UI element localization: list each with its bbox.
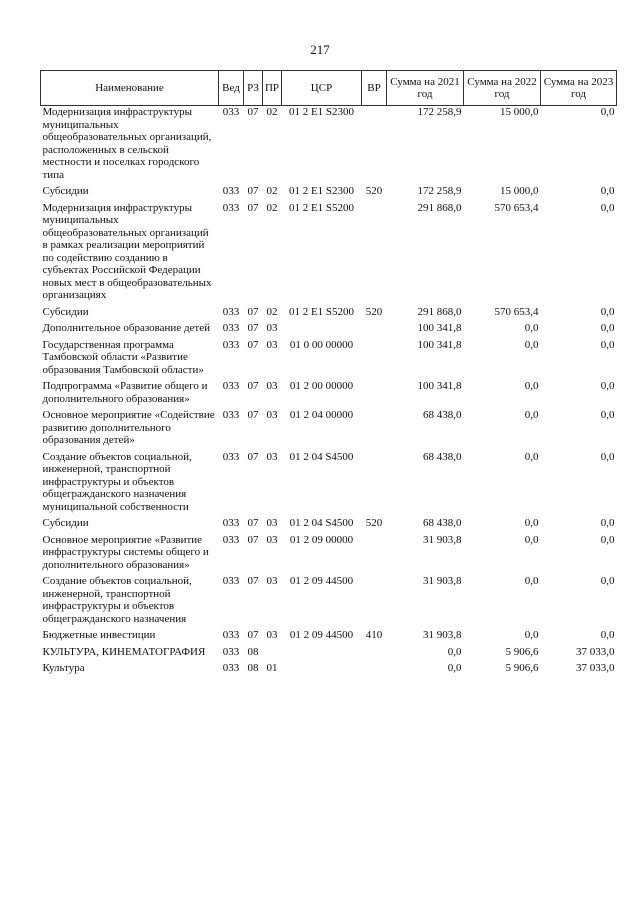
cell-vr: [362, 575, 387, 629]
cell-sum-2023: 37 033,0: [576, 645, 615, 658]
cell-vr: [362, 451, 387, 518]
cell-name: Субсидии: [42, 305, 89, 318]
cell-rz: 07: [247, 322, 259, 334]
table-row: [41, 662, 617, 679]
cell-pr: 03: [266, 517, 278, 529]
cell-vr: [362, 534, 387, 576]
cell-name: Культура: [42, 662, 85, 674]
cell-pr: 03: [266, 629, 278, 641]
cell-sum-2023: 37 033,0: [576, 662, 615, 674]
cell-vr: [362, 202, 387, 306]
cell-csr: 01 2 09 44500: [289, 575, 354, 587]
cell-name: Субсидии: [42, 185, 89, 197]
header-sum-2023: Сумма на 2023 год: [541, 71, 617, 106]
cell-vr: 520: [365, 185, 383, 197]
cell-rz: 07: [247, 450, 259, 463]
table-row: [41, 629, 617, 646]
cell-sum-2022: 5 906,6: [505, 645, 539, 658]
header-sum-2022: Сумма на 2022 год: [464, 71, 541, 106]
cell-vr: [362, 380, 387, 409]
cell-ved: 033: [222, 338, 240, 351]
header-pr: ПР: [263, 71, 282, 106]
cell-sum-2023: 0,0: [600, 517, 615, 529]
header-sum-2021: Сумма на 2021 год: [387, 71, 464, 106]
table-row: [41, 185, 617, 202]
cell-name: Основное мероприятие «Содействие развитию дополнительного образования детей»: [42, 409, 215, 446]
cell-sum-2022: 0,0: [524, 338, 539, 351]
header-csr: ЦСР: [282, 71, 362, 106]
table-row: [41, 451, 617, 518]
cell-rz: 07: [247, 338, 259, 351]
cell-csr: 01 2 E1 S2300: [288, 106, 355, 118]
cell-ved: 033: [222, 575, 240, 587]
table-row: [41, 409, 617, 451]
cell-sum-2022: 15 000,0: [500, 106, 539, 118]
cell-pr: 01: [266, 662, 278, 674]
table-row: [41, 339, 617, 381]
cell-vr: [362, 339, 387, 381]
cell-sum-2022: 5 906,6: [505, 662, 539, 674]
header-name: Наименование: [41, 71, 219, 106]
cell-pr: 03: [266, 409, 278, 421]
header-row: [41, 71, 617, 106]
cell-name: Создание объектов социальной, инженерной, транспортной инфраструктуры и объектов общегражданского назначения: [42, 575, 192, 625]
cell-vr: [362, 662, 387, 679]
cell-sum-2023: 0,0: [600, 185, 615, 197]
cell-sum-2021: 172 258,9: [417, 185, 462, 197]
page-number: 217: [310, 42, 330, 57]
cell-rz: 07: [247, 575, 259, 587]
cell-vr: [362, 646, 387, 663]
cell-sum-2022: 0,0: [524, 629, 539, 641]
cell-name: Создание объектов социальной, инженерной, транспортной инфраструктуры и объектов общегражданского назначения муниципальной собственности: [42, 450, 192, 513]
cell-sum-2022: 0,0: [524, 450, 539, 463]
cell-ved: 033: [222, 517, 240, 529]
cell-csr: 01 2 E1 S5200: [288, 201, 355, 214]
cell-sum-2022: 570 653,4: [494, 305, 539, 318]
cell-sum-2023: 0,0: [600, 533, 615, 546]
cell-rz: 07: [247, 517, 259, 529]
cell-pr: 02: [266, 305, 278, 318]
cell-sum-2022: 0,0: [524, 380, 539, 392]
cell-sum-2021: 68 438,0: [423, 517, 462, 529]
cell-vr: [362, 322, 387, 339]
cell-csr: [282, 662, 362, 679]
cell-ved: 033: [222, 533, 240, 546]
cell-name: Модернизация инфраструктуры муниципальных общеобразовательных организаций в рамках реализации мероприятий по содействию созданию в субъектах Российской Федерации новых мест в общеобразовательных организациях: [42, 201, 212, 301]
cell-sum-2023: 0,0: [600, 450, 615, 463]
table-row: [41, 646, 617, 663]
cell-pr: 03: [266, 380, 278, 392]
cell-ved: 033: [222, 409, 240, 421]
table-row: [41, 106, 617, 186]
table-row: [41, 534, 617, 576]
cell-sum-2021: 100 341,8: [417, 338, 462, 351]
cell-pr: 02: [266, 106, 278, 118]
cell-sum-2021: 291 868,0: [417, 201, 462, 214]
cell-csr: 01 2 E1 S2300: [288, 185, 355, 197]
cell-sum-2022: 0,0: [524, 517, 539, 529]
cell-vr: 410: [365, 629, 383, 641]
table-row: [41, 575, 617, 629]
table-header: [41, 71, 617, 106]
cell-csr: 01 2 04 00000: [289, 409, 354, 421]
cell-pr: 03: [266, 575, 278, 587]
cell-sum-2021: 68 438,0: [423, 450, 462, 463]
header-ved: Вед: [219, 71, 244, 106]
cell-name: КУЛЬТУРА, КИНЕМАТОГРАФИЯ: [42, 645, 206, 658]
cell-sum-2023: 0,0: [600, 322, 615, 334]
cell-name: Основное мероприятие «Развитие инфраструктуры системы общего и дополнительного образования»: [42, 533, 209, 571]
cell-sum-2023: 0,0: [600, 201, 615, 214]
cell-name: Дополнительное образование детей: [42, 322, 211, 334]
cell-pr: 03: [266, 322, 278, 334]
table-body: [41, 106, 617, 679]
cell-sum-2022: 570 653,4: [494, 201, 539, 214]
cell-name: Субсидии: [42, 517, 89, 529]
cell-pr: 03: [266, 338, 278, 351]
cell-csr: 01 2 04 S4500: [289, 517, 354, 529]
cell-sum-2023: 0,0: [600, 106, 615, 118]
cell-vr: 520: [365, 305, 383, 318]
cell-ved: 033: [222, 645, 240, 658]
cell-pr: 03: [266, 450, 278, 463]
cell-ved: 033: [222, 450, 240, 463]
cell-pr: 02: [266, 201, 278, 214]
cell-name: Подпрограмма «Развитие общего и дополнительного образования»: [42, 380, 208, 405]
cell-sum-2021: 0,0: [447, 662, 462, 674]
cell-pr: 03: [266, 533, 278, 546]
table-row: [41, 202, 617, 306]
cell-ved: 033: [222, 305, 240, 318]
cell-ved: 033: [222, 185, 240, 197]
cell-sum-2021: 68 438,0: [423, 409, 462, 421]
cell-csr: 01 0 00 00000: [289, 338, 354, 351]
cell-sum-2023: 0,0: [600, 305, 615, 318]
cell-rz: 07: [247, 533, 259, 546]
cell-ved: 033: [222, 629, 240, 641]
cell-csr: 01 2 00 00000: [289, 380, 354, 392]
cell-sum-2021: 31 903,8: [423, 629, 462, 641]
cell-sum-2022: 0,0: [524, 322, 539, 334]
cell-sum-2021: 100 341,8: [417, 380, 462, 392]
header-vr: ВР: [362, 71, 387, 106]
cell-sum-2022: 0,0: [524, 533, 539, 546]
cell-vr: [362, 409, 387, 451]
cell-csr: 01 2 E1 S5200: [288, 305, 355, 318]
cell-sum-2021: 100 341,8: [417, 322, 462, 334]
cell-vr: 520: [365, 517, 383, 529]
cell-rz: 07: [247, 201, 259, 214]
cell-csr: [282, 322, 362, 339]
cell-rz: 07: [247, 409, 259, 421]
cell-sum-2023: 0,0: [600, 409, 615, 421]
cell-rz: 07: [247, 380, 259, 392]
cell-csr: [282, 646, 362, 663]
cell-rz: 07: [247, 106, 259, 118]
cell-rz: 08: [247, 662, 259, 674]
cell-csr: 01 2 09 44500: [289, 629, 354, 641]
cell-ved: 033: [222, 380, 240, 392]
header-rz: РЗ: [244, 71, 263, 106]
budget-table: [40, 70, 617, 679]
cell-ved: 033: [222, 106, 240, 118]
cell-rz: 07: [247, 629, 259, 641]
cell-sum-2023: 0,0: [600, 338, 615, 351]
cell-name: Бюджетные инвестиции: [42, 629, 156, 641]
cell-vr: [362, 106, 387, 186]
cell-name: Государственная программа Тамбовской области «Развитие образования Тамбовской области»: [42, 338, 204, 376]
cell-rz: 07: [247, 185, 259, 197]
cell-sum-2021: 172 258,9: [417, 106, 462, 118]
cell-rz: 08: [247, 645, 259, 658]
cell-sum-2021: 0,0: [447, 645, 462, 658]
cell-ved: 033: [222, 201, 240, 214]
cell-sum-2021: 31 903,8: [423, 533, 462, 546]
table-row: [41, 380, 617, 409]
cell-sum-2022: 15 000,0: [500, 185, 539, 197]
cell-pr: [263, 646, 282, 663]
table-row: [41, 306, 617, 323]
cell-sum-2022: 0,0: [524, 575, 539, 587]
cell-sum-2023: 0,0: [600, 629, 615, 641]
cell-sum-2023: 0,0: [600, 380, 615, 392]
table-row: [41, 322, 617, 339]
table-row: [41, 517, 617, 534]
cell-sum-2022: 0,0: [524, 409, 539, 421]
cell-sum-2021: 291 868,0: [417, 305, 462, 318]
cell-ved: 033: [222, 322, 240, 334]
cell-name: Модернизация инфраструктуры муниципальных общеобразовательных организаций, расположенных в сельской местности и поселках городского типа: [42, 106, 212, 181]
cell-rz: 07: [247, 305, 259, 318]
cell-csr: 01 2 04 S4500: [289, 450, 354, 463]
cell-csr: 01 2 09 00000: [289, 533, 354, 546]
cell-ved: 033: [222, 662, 240, 674]
cell-sum-2021: 31 903,8: [423, 575, 462, 587]
cell-sum-2023: 0,0: [600, 575, 615, 587]
cell-pr: 02: [266, 185, 278, 197]
